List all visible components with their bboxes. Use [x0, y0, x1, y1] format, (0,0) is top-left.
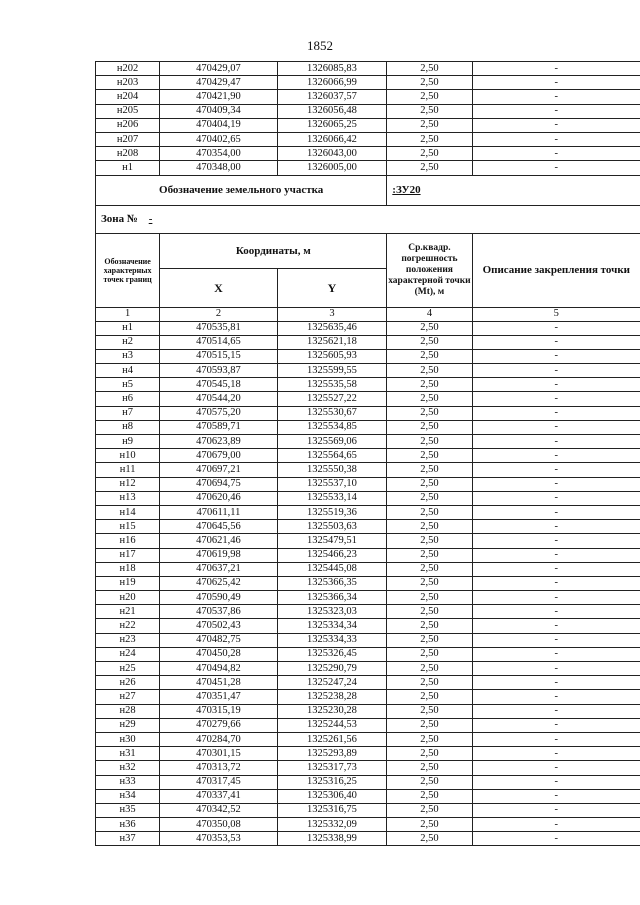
- x-cell: 470351,47: [160, 690, 277, 704]
- column-numbers-row: [96, 307, 640, 321]
- point-cell: н36: [96, 818, 160, 832]
- error-cell: 2,50: [387, 591, 472, 605]
- description-cell: -: [472, 633, 640, 647]
- description-cell: -: [472, 732, 640, 746]
- description-cell: -: [472, 491, 640, 505]
- x-cell: 470502,43: [160, 619, 277, 633]
- table-row: [96, 118, 640, 132]
- error-cell: 2,50: [387, 818, 472, 832]
- x-cell: 470545,18: [160, 378, 277, 392]
- error-cell: 2,50: [387, 803, 472, 817]
- y-cell: 1326037,57: [277, 90, 387, 104]
- description-cell: -: [472, 435, 640, 449]
- error-cell: 2,50: [387, 704, 472, 718]
- x-cell: 470354,00: [160, 147, 277, 161]
- x-cell: 470645,56: [160, 520, 277, 534]
- description-cell: -: [472, 118, 640, 132]
- point-cell: н10: [96, 449, 160, 463]
- table-row: [96, 548, 640, 562]
- col-number: 1: [96, 307, 160, 321]
- description-cell: -: [472, 534, 640, 548]
- y-cell: 1326056,48: [277, 104, 387, 118]
- table-row: [96, 161, 640, 175]
- point-cell: н6: [96, 392, 160, 406]
- error-cell: 2,50: [387, 676, 472, 690]
- table-row: [96, 832, 640, 846]
- point-cell: н7: [96, 406, 160, 420]
- error-cell: 2,50: [387, 76, 472, 90]
- table-row: [96, 406, 640, 420]
- table-row: [96, 619, 640, 633]
- y-cell: 1325316,75: [277, 803, 387, 817]
- y-cell: 1325293,89: [277, 747, 387, 761]
- error-cell: 2,50: [387, 491, 472, 505]
- description-cell: -: [472, 789, 640, 803]
- x-cell: 470544,20: [160, 392, 277, 406]
- col-number: 2: [160, 307, 277, 321]
- error-cell: 2,50: [387, 747, 472, 761]
- y-cell: 1325338,99: [277, 832, 387, 846]
- col-number: 3: [277, 307, 387, 321]
- table-row: [96, 104, 640, 118]
- col-number: 5: [472, 307, 640, 321]
- y-cell: 1325534,85: [277, 420, 387, 434]
- x-cell: 470348,00: [160, 161, 277, 175]
- point-cell: н34: [96, 789, 160, 803]
- point-cell: н204: [96, 90, 160, 104]
- table-row: [96, 62, 640, 76]
- point-cell: н24: [96, 647, 160, 661]
- y-cell: 1325564,65: [277, 449, 387, 463]
- description-cell: -: [472, 704, 640, 718]
- description-cell: -: [472, 505, 640, 519]
- y-cell: 1325326,45: [277, 647, 387, 661]
- error-cell: 2,50: [387, 633, 472, 647]
- y-cell: 1325366,35: [277, 576, 387, 590]
- x-cell: 470590,49: [160, 591, 277, 605]
- x-cell: 470279,66: [160, 718, 277, 732]
- y-cell: 1325621,18: [277, 335, 387, 349]
- x-cell: 470301,15: [160, 747, 277, 761]
- point-cell: н19: [96, 576, 160, 590]
- description-cell: -: [472, 420, 640, 434]
- y-cell: 1325238,28: [277, 690, 387, 704]
- x-cell: 470317,45: [160, 775, 277, 789]
- table-row: [96, 732, 640, 746]
- error-cell: 2,50: [387, 789, 472, 803]
- description-cell: -: [472, 591, 640, 605]
- point-cell: н22: [96, 619, 160, 633]
- error-cell: 2,50: [387, 321, 472, 335]
- y-cell: 1325479,51: [277, 534, 387, 548]
- table-row: [96, 818, 640, 832]
- x-cell: 470421,90: [160, 90, 277, 104]
- y-cell: 1325290,79: [277, 662, 387, 676]
- x-cell: 470451,28: [160, 676, 277, 690]
- x-cell: 470450,28: [160, 647, 277, 661]
- point-cell: н23: [96, 633, 160, 647]
- table-row: [96, 491, 640, 505]
- zone-row: [96, 205, 640, 233]
- point-cell: н203: [96, 76, 160, 90]
- point-cell: н31: [96, 747, 160, 761]
- error-cell: 2,50: [387, 62, 472, 76]
- x-cell: 470494,82: [160, 662, 277, 676]
- description-cell: -: [472, 803, 640, 817]
- description-cell: -: [472, 562, 640, 576]
- description-cell: -: [472, 576, 640, 590]
- x-cell: 470621,46: [160, 534, 277, 548]
- coordinates-table: [95, 61, 640, 846]
- description-cell: -: [472, 619, 640, 633]
- error-cell: 2,50: [387, 118, 472, 132]
- y-cell: 1325445,08: [277, 562, 387, 576]
- error-cell: 2,50: [387, 534, 472, 548]
- zone-label: Зона №: [101, 213, 138, 225]
- point-cell: н11: [96, 463, 160, 477]
- description-cell: -: [472, 392, 640, 406]
- col-number: 4: [387, 307, 472, 321]
- error-cell: 2,50: [387, 718, 472, 732]
- x-cell: 470313,72: [160, 761, 277, 775]
- parcel-row: [96, 175, 640, 205]
- error-cell: 2,50: [387, 406, 472, 420]
- y-cell: 1325306,40: [277, 789, 387, 803]
- point-cell: н1: [96, 161, 160, 175]
- table-row: [96, 591, 640, 605]
- header-y: Y: [277, 268, 387, 307]
- point-cell: н207: [96, 132, 160, 146]
- header-row-1: [96, 233, 640, 268]
- error-cell: 2,50: [387, 378, 472, 392]
- table-row: [96, 761, 640, 775]
- table-row: [96, 505, 640, 519]
- y-cell: 1325527,22: [277, 392, 387, 406]
- table-row: [96, 349, 640, 363]
- description-cell: -: [472, 463, 640, 477]
- error-cell: 2,50: [387, 463, 472, 477]
- x-cell: 470537,86: [160, 605, 277, 619]
- x-cell: 470619,98: [160, 548, 277, 562]
- point-cell: н8: [96, 420, 160, 434]
- table-row: [96, 775, 640, 789]
- header-x: X: [160, 268, 277, 307]
- description-cell: -: [472, 321, 640, 335]
- main-rows: [96, 321, 640, 846]
- y-cell: 1325334,33: [277, 633, 387, 647]
- y-cell: 1326066,99: [277, 76, 387, 90]
- y-cell: 1325533,14: [277, 491, 387, 505]
- point-cell: н1: [96, 321, 160, 335]
- error-cell: 2,50: [387, 690, 472, 704]
- x-cell: 470402,65: [160, 132, 277, 146]
- y-cell: 1325316,25: [277, 775, 387, 789]
- point-cell: н208: [96, 147, 160, 161]
- x-cell: 470315,19: [160, 704, 277, 718]
- description-cell: -: [472, 132, 640, 146]
- table-row: [96, 576, 640, 590]
- y-cell: 1325261,56: [277, 732, 387, 746]
- point-cell: н30: [96, 732, 160, 746]
- description-cell: -: [472, 761, 640, 775]
- table-row: [96, 747, 640, 761]
- error-cell: 2,50: [387, 732, 472, 746]
- point-cell: н206: [96, 118, 160, 132]
- point-cell: н17: [96, 548, 160, 562]
- y-cell: 1325366,34: [277, 591, 387, 605]
- y-cell: 1326005,00: [277, 161, 387, 175]
- error-cell: 2,50: [387, 605, 472, 619]
- header-error: Ср.квадр. погрешность положения характерной точки (Mt), м: [387, 233, 472, 307]
- table-row: [96, 477, 640, 491]
- x-cell: 470593,87: [160, 364, 277, 378]
- y-cell: 1325503,63: [277, 520, 387, 534]
- description-cell: -: [472, 378, 640, 392]
- y-cell: 1325323,03: [277, 605, 387, 619]
- header-coords: Координаты, м: [160, 233, 387, 268]
- description-cell: -: [472, 605, 640, 619]
- point-cell: н20: [96, 591, 160, 605]
- point-cell: н4: [96, 364, 160, 378]
- y-cell: 1326085,83: [277, 62, 387, 76]
- table-row: [96, 562, 640, 576]
- table-row: [96, 534, 640, 548]
- description-cell: -: [472, 76, 640, 90]
- point-cell: н202: [96, 62, 160, 76]
- error-cell: 2,50: [387, 477, 472, 491]
- point-cell: н28: [96, 704, 160, 718]
- point-cell: н21: [96, 605, 160, 619]
- y-cell: 1325530,67: [277, 406, 387, 420]
- error-cell: 2,50: [387, 161, 472, 175]
- table-row: [96, 132, 640, 146]
- zone-cell: [96, 205, 640, 233]
- point-cell: н3: [96, 349, 160, 363]
- description-cell: -: [472, 690, 640, 704]
- point-cell: н16: [96, 534, 160, 548]
- table-row: [96, 378, 640, 392]
- x-cell: 470404,19: [160, 118, 277, 132]
- description-cell: -: [472, 662, 640, 676]
- description-cell: -: [472, 104, 640, 118]
- parcel-value: :ЗУ20: [387, 175, 640, 205]
- table-row: [96, 789, 640, 803]
- parcel-label: Обозначение земельного участка: [96, 175, 387, 205]
- description-cell: -: [472, 147, 640, 161]
- table-row: [96, 147, 640, 161]
- point-cell: н2: [96, 335, 160, 349]
- description-cell: -: [472, 62, 640, 76]
- y-cell: 1325247,24: [277, 676, 387, 690]
- description-cell: -: [472, 477, 640, 491]
- y-cell: 1325599,55: [277, 364, 387, 378]
- x-cell: 470350,08: [160, 818, 277, 832]
- x-cell: 470429,47: [160, 76, 277, 90]
- x-cell: 470482,75: [160, 633, 277, 647]
- table-row: [96, 520, 640, 534]
- error-cell: 2,50: [387, 392, 472, 406]
- x-cell: 470694,75: [160, 477, 277, 491]
- x-cell: 470611,11: [160, 505, 277, 519]
- description-cell: -: [472, 718, 640, 732]
- point-cell: н35: [96, 803, 160, 817]
- y-cell: 1325635,46: [277, 321, 387, 335]
- x-cell: 470429,07: [160, 62, 277, 76]
- y-cell: 1325317,73: [277, 761, 387, 775]
- page-number: 1852: [307, 38, 333, 53]
- description-cell: -: [472, 832, 640, 846]
- x-cell: 470620,46: [160, 491, 277, 505]
- y-cell: 1325230,28: [277, 704, 387, 718]
- y-cell: 1325537,10: [277, 477, 387, 491]
- error-cell: 2,50: [387, 335, 472, 349]
- error-cell: 2,50: [387, 364, 472, 378]
- error-cell: 2,50: [387, 505, 472, 519]
- error-cell: 2,50: [387, 619, 472, 633]
- error-cell: 2,50: [387, 435, 472, 449]
- y-cell: 1325334,34: [277, 619, 387, 633]
- description-cell: -: [472, 335, 640, 349]
- table-row: [96, 420, 640, 434]
- y-cell: 1325605,93: [277, 349, 387, 363]
- description-cell: -: [472, 161, 640, 175]
- top-rows: [96, 62, 640, 176]
- point-cell: н33: [96, 775, 160, 789]
- error-cell: 2,50: [387, 449, 472, 463]
- x-cell: 470342,52: [160, 803, 277, 817]
- point-cell: н32: [96, 761, 160, 775]
- point-cell: н9: [96, 435, 160, 449]
- error-cell: 2,50: [387, 104, 472, 118]
- description-cell: -: [472, 406, 640, 420]
- y-cell: 1325519,36: [277, 505, 387, 519]
- error-cell: 2,50: [387, 562, 472, 576]
- error-cell: 2,50: [387, 132, 472, 146]
- point-cell: н26: [96, 676, 160, 690]
- error-cell: 2,50: [387, 761, 472, 775]
- error-cell: 2,50: [387, 548, 472, 562]
- point-cell: н27: [96, 690, 160, 704]
- table-row: [96, 321, 640, 335]
- point-cell: н15: [96, 520, 160, 534]
- y-cell: 1325535,58: [277, 378, 387, 392]
- table-row: [96, 704, 640, 718]
- table-row: [96, 803, 640, 817]
- x-cell: 470575,20: [160, 406, 277, 420]
- x-cell: 470284,70: [160, 732, 277, 746]
- table-row: [96, 364, 640, 378]
- error-cell: 2,50: [387, 420, 472, 434]
- description-cell: -: [472, 548, 640, 562]
- table-row: [96, 90, 640, 104]
- error-cell: 2,50: [387, 647, 472, 661]
- table-row: [96, 463, 640, 477]
- y-cell: 1325569,06: [277, 435, 387, 449]
- x-cell: 470625,42: [160, 576, 277, 590]
- point-cell: н5: [96, 378, 160, 392]
- header-description: Описание закрепления точки: [472, 233, 640, 307]
- error-cell: 2,50: [387, 832, 472, 846]
- y-cell: 1326043,00: [277, 147, 387, 161]
- table-row: [96, 76, 640, 90]
- point-cell: н12: [96, 477, 160, 491]
- x-cell: 470515,15: [160, 349, 277, 363]
- table-row: [96, 676, 640, 690]
- y-cell: 1325466,23: [277, 548, 387, 562]
- error-cell: 2,50: [387, 147, 472, 161]
- x-cell: 470353,53: [160, 832, 277, 846]
- point-cell: н205: [96, 104, 160, 118]
- description-cell: -: [472, 90, 640, 104]
- y-cell: 1326066,42: [277, 132, 387, 146]
- point-cell: н14: [96, 505, 160, 519]
- description-cell: -: [472, 647, 640, 661]
- description-cell: -: [472, 676, 640, 690]
- table-row: [96, 647, 640, 661]
- point-cell: н13: [96, 491, 160, 505]
- y-cell: 1325332,09: [277, 818, 387, 832]
- zone-value: -: [148, 213, 153, 225]
- error-cell: 2,50: [387, 349, 472, 363]
- point-cell: н18: [96, 562, 160, 576]
- x-cell: 470514,65: [160, 335, 277, 349]
- x-cell: 470337,41: [160, 789, 277, 803]
- x-cell: 470589,71: [160, 420, 277, 434]
- point-cell: н29: [96, 718, 160, 732]
- y-cell: 1325244,53: [277, 718, 387, 732]
- table-row: [96, 690, 640, 704]
- description-cell: -: [472, 775, 640, 789]
- table-row: [96, 392, 640, 406]
- x-cell: 470697,21: [160, 463, 277, 477]
- table-row: [96, 449, 640, 463]
- x-cell: 470623,89: [160, 435, 277, 449]
- y-cell: 1326065,25: [277, 118, 387, 132]
- description-cell: -: [472, 449, 640, 463]
- error-cell: 2,50: [387, 90, 472, 104]
- table-row: [96, 718, 640, 732]
- description-cell: -: [472, 364, 640, 378]
- error-cell: 2,50: [387, 775, 472, 789]
- description-cell: -: [472, 818, 640, 832]
- point-cell: н37: [96, 832, 160, 846]
- point-cell: н25: [96, 662, 160, 676]
- table-row: [96, 605, 640, 619]
- table-row: [96, 633, 640, 647]
- table-row: [96, 435, 640, 449]
- header-point: Обозначение характерных точек границ: [96, 233, 160, 307]
- table-row: [96, 662, 640, 676]
- y-cell: 1325550,38: [277, 463, 387, 477]
- table-row: [96, 335, 640, 349]
- description-cell: -: [472, 349, 640, 363]
- description-cell: -: [472, 520, 640, 534]
- x-cell: 470409,34: [160, 104, 277, 118]
- x-cell: 470679,00: [160, 449, 277, 463]
- description-cell: -: [472, 747, 640, 761]
- error-cell: 2,50: [387, 520, 472, 534]
- error-cell: 2,50: [387, 662, 472, 676]
- x-cell: 470535,81: [160, 321, 277, 335]
- error-cell: 2,50: [387, 576, 472, 590]
- x-cell: 470637,21: [160, 562, 277, 576]
